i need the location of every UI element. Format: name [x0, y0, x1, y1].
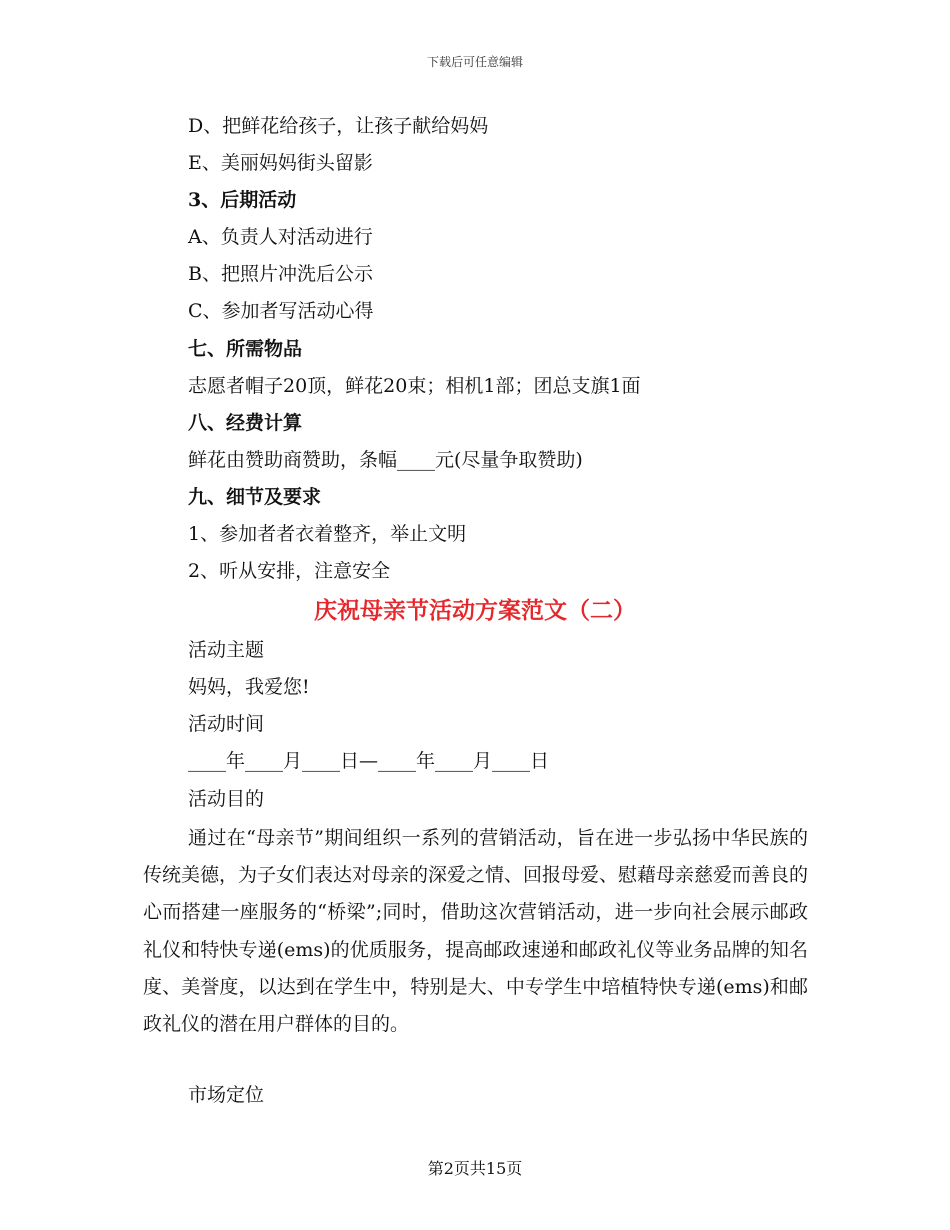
section-heading: 七、所需物品: [188, 338, 303, 360]
list-item: C、参加者写活动心得: [188, 300, 374, 322]
section-heading: 八、经费计算: [188, 412, 303, 434]
page-footer: 第2页共15页: [427, 1159, 523, 1178]
page-header: 下载后可任意编辑: [426, 55, 523, 69]
document-title: 庆祝母亲节活动方案范文（二）: [314, 597, 636, 624]
section-heading: 九、细节及要求: [188, 486, 322, 508]
section-label: 活动时间: [188, 713, 265, 735]
date-range-line: ____年____月____日—____年____月____日: [188, 750, 550, 772]
list-item: E、美丽妈妈街头留影: [188, 152, 373, 174]
body-line: 妈妈，我爱您!: [188, 676, 310, 698]
list-item: A、负责人对活动进行: [188, 226, 373, 248]
list-item: B、把照片冲洗后公示: [188, 263, 373, 285]
body-line: 志愿者帽子20顶，鲜花20束；相机1部；团总支旗1面: [188, 375, 641, 397]
section-label: 活动目的: [188, 788, 265, 810]
section-label: 市场定位: [188, 1084, 265, 1106]
section-subheading: 3、后期活动: [188, 189, 297, 211]
list-item: 1、参加者者衣着整齐，举止文明: [188, 523, 467, 545]
list-item: 2、听从安排，注意安全: [188, 560, 391, 582]
body-paragraph: 通过在“母亲节”期间组织一系列的营销活动，旨在进一步弘扬中华民族的传统美德，为子女们表达对母亲的深爱之情、回报母爱、慰藉母亲慈爱而善良的心而搭建一座服务的“桥梁”;同时，借助这次营销活动，进一步向社会展示邮政礼仪和特快专递(ems)的优质服务，提高邮政速递和邮政礼仪等业务品牌的知名度、美誉度，以达到在学生中，特别是大、中专学生中培植特快专递(ems)和邮政礼仪的潜在用户群体的目的。: [143, 827, 809, 1036]
body-line: 鲜花由赞助商赞助，条幅____元(尽量争取赞助): [188, 449, 583, 471]
section-label: 活动主题: [188, 639, 265, 661]
list-item: D、把鲜花给孩子，让孩子献给妈妈: [188, 115, 489, 137]
